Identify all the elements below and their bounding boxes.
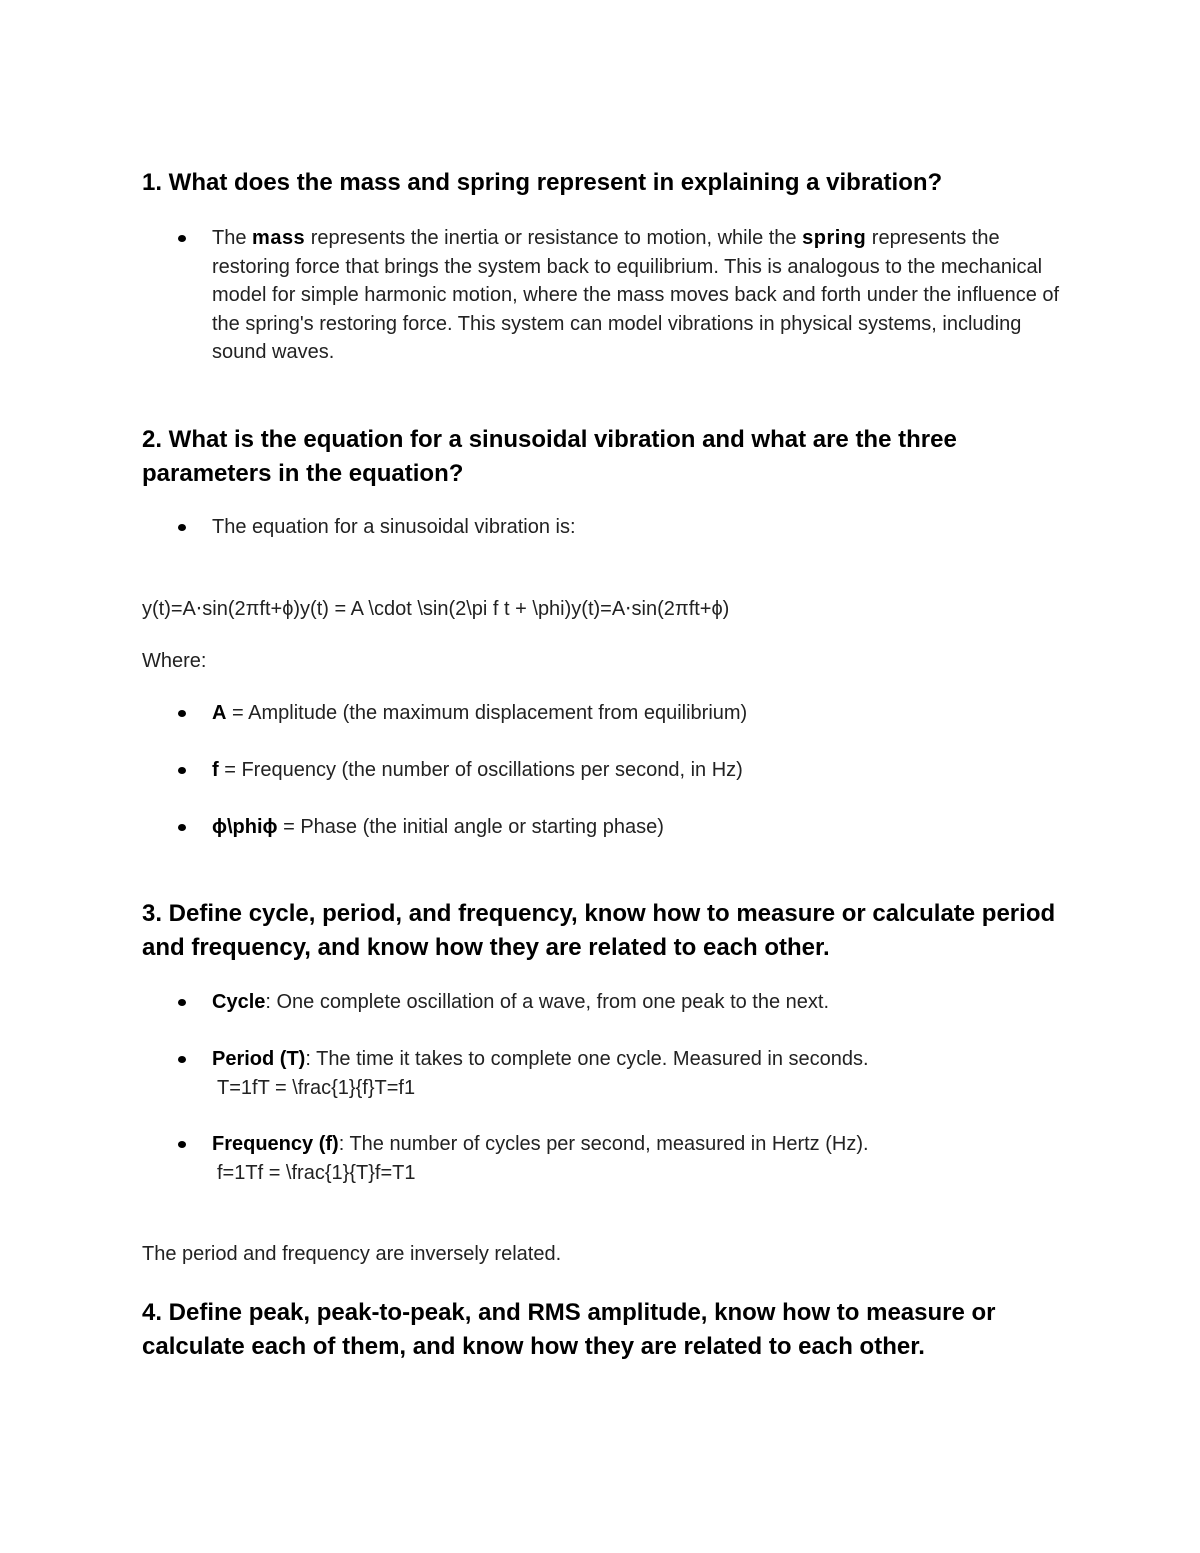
q2-intro-bullet bbox=[212, 513, 1072, 542]
param-term: ϕ\phiϕ bbox=[212, 816, 278, 838]
q1-answer-text-pre: The bbox=[212, 227, 253, 249]
q2-param-phase bbox=[212, 813, 1072, 842]
q1-term-spring: spring bbox=[802, 227, 867, 249]
q2-where-label: Where: bbox=[142, 650, 207, 672]
param-term: A bbox=[212, 702, 227, 724]
item-term: Period (T) bbox=[212, 1048, 306, 1070]
q1-term-mass: mass bbox=[252, 227, 306, 249]
q3-heading: 3. Define cycle, period, and frequency, know how to measure or calculate period and frequency, and know how they are related to each other. bbox=[142, 900, 1056, 961]
q1-answer-text-post: represents the restoring force that brings the system back to equilibrium. This is analogous to the mechanical model for simple harmonic motion, where the mass moves back and forth under the influence of the spring's restoring force. This system can model vibrations in physical systems, including sound waves. bbox=[212, 227, 1060, 364]
q2-param-frequency bbox=[212, 756, 1072, 785]
q2-heading: 2. What is the equation for a sinusoidal vibration and what are the three parameters in the equation? bbox=[142, 426, 957, 487]
q1-heading: 1. What does the mass and spring represent in explaining a vibration? bbox=[142, 169, 943, 196]
item-formula: T=1fT = \frac{1}{f}T=f1 bbox=[217, 1076, 416, 1099]
item-desc: : One complete oscillation of a wave, from one peak to the next. bbox=[265, 991, 830, 1013]
q2-equation: y(t)=A⋅sin(2πft+ϕ)y(t) = A \cdot \sin(2\pi f t + \phi)y(t)=A⋅sin(2πft+ϕ) bbox=[142, 598, 730, 620]
item-desc: : The number of cycles per second, measured in Hertz (Hz). bbox=[338, 1133, 869, 1155]
param-term: f bbox=[212, 759, 219, 781]
q1-answer-text-mid: represents the inertia or resistance to motion, while the bbox=[305, 227, 803, 249]
q3-item-cycle bbox=[212, 988, 1072, 1017]
q4-heading: 4. Define peak, peak-to-peak, and RMS amplitude, know how to measure or calculate each of them, and know how they are related to each other. bbox=[142, 1299, 996, 1360]
param-desc: = Amplitude (the maximum displacement from equilibrium) bbox=[226, 702, 748, 724]
q2-param-amplitude bbox=[212, 699, 1072, 728]
item-desc: : The time it takes to complete one cycle. Measured in seconds. bbox=[305, 1048, 869, 1070]
q2-intro-text: The equation for a sinusoidal vibration is: bbox=[212, 516, 576, 538]
q3-item-frequency bbox=[212, 1130, 1072, 1187]
q3-summary: The period and frequency are inversely related. bbox=[142, 1243, 562, 1265]
item-term: Cycle bbox=[212, 991, 266, 1013]
param-desc: = Frequency (the number of oscillations per second, in Hz) bbox=[218, 759, 743, 781]
q3-item-period bbox=[212, 1045, 1072, 1102]
item-formula: f=1Tf = \frac{1}{T}f=T1 bbox=[217, 1161, 416, 1184]
q1-answer-bullet bbox=[212, 224, 1072, 367]
item-term: Frequency (f) bbox=[212, 1133, 339, 1155]
param-desc: = Phase (the initial angle or starting phase) bbox=[277, 816, 664, 838]
